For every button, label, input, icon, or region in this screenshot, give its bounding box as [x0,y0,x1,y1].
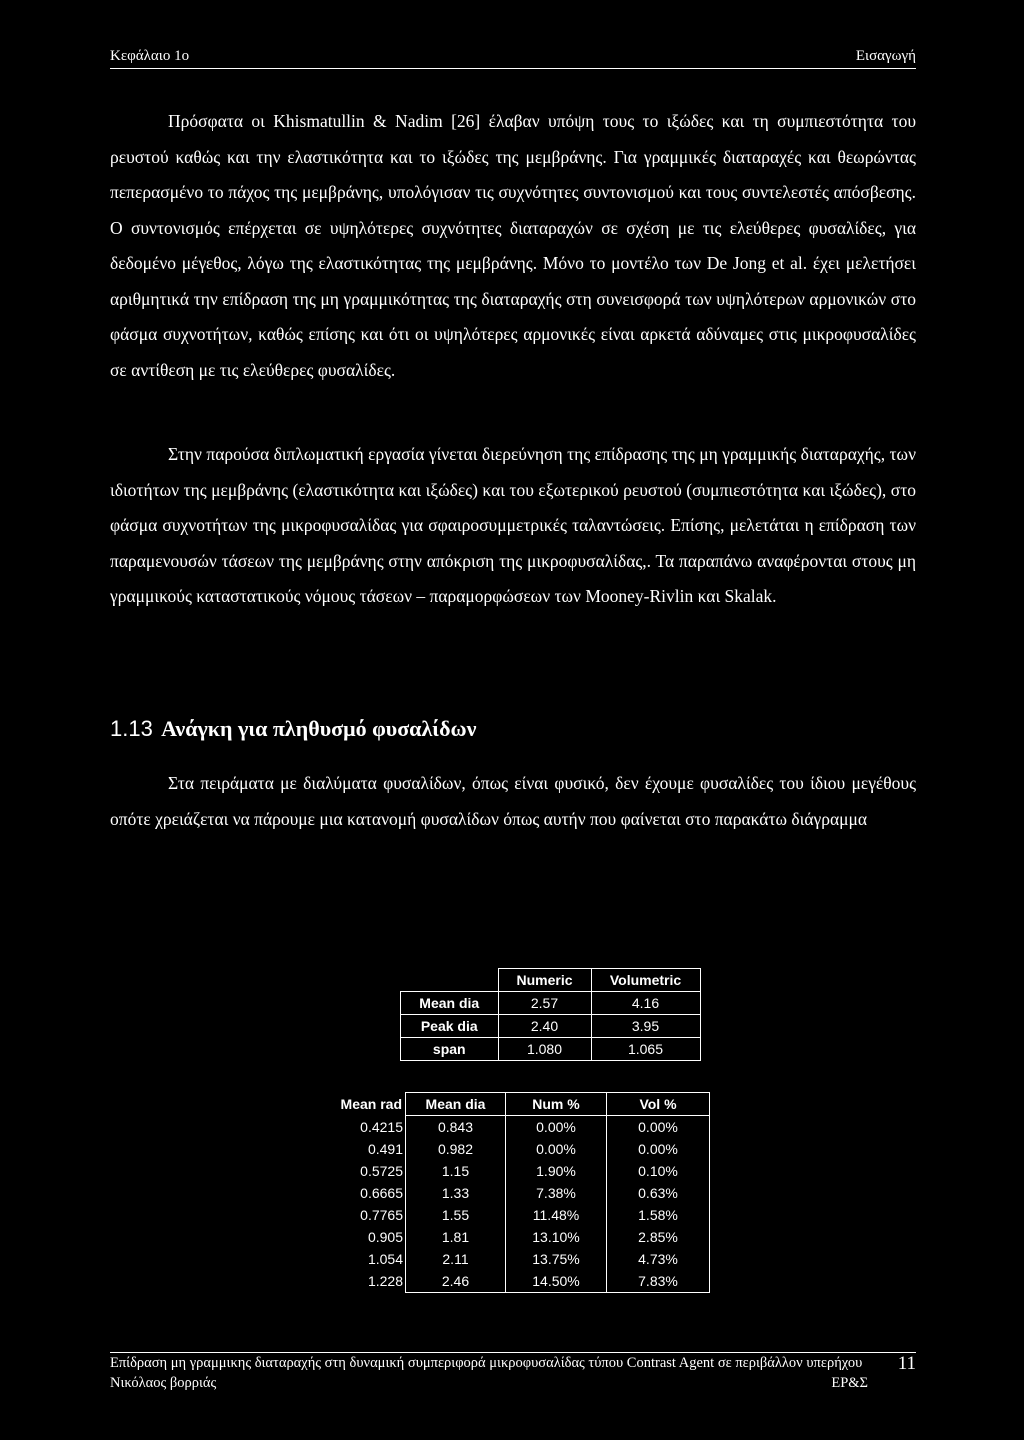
table-cell: 1.054 [318,1248,406,1270]
table-cell: 0.5725 [318,1160,406,1182]
distribution-table [318,1092,710,1293]
table-cell: 1.228 [318,1270,406,1293]
table-header-cell: Mean rad [340,1096,402,1112]
page-number: 11 [897,1353,916,1374]
table-cell: 11.48% [506,1204,607,1226]
table-cell: 0.4215 [318,1116,406,1139]
table-cell: 1.90% [506,1160,607,1182]
table-row [318,1226,710,1248]
table-cell: 1.065 [591,1038,700,1061]
table-cell: 3.95 [591,1015,700,1038]
row-label: span [401,1038,499,1061]
table-header-cell: Vol % [607,1093,710,1116]
table-cell: 1.080 [498,1038,591,1061]
table-cell: 2.46 [406,1270,506,1293]
table-cell: 7.38% [506,1182,607,1204]
table-cell: 13.75% [506,1248,607,1270]
table-row [401,1015,701,1038]
table-cell: 0.491 [318,1138,406,1160]
table-cell: 4.73% [607,1248,710,1270]
table-row [318,1182,710,1204]
table-row [318,1204,710,1226]
table-row [401,1038,701,1061]
table-cell: 0.6665 [318,1182,406,1204]
row-label: Mean dia [401,992,499,1015]
table-row [318,1270,710,1293]
paragraph-1: Πρόσφατα οι Khismatullin & Nadim [26] έλαβαν υπόψη τους το ιξώδες και τη συμπιεστότητα του ρευστού καθώς και την ελαστικότητα και το ιξώδες της μεμβράνης. Για γραμμικές διαταραχές και θεωρώντας πεπερασμένο το πάχος της μεμβράνης, υπολόγισαν τις συχνότητες συντονισμού και τους συντελεστές απόσβεσης. Ο συντονισμός επέρχεται σε υψηλότερες συχνότητες διαταραχών σε σχέση με τις ελεύθερες φυσαλίδες, για δεδομένο μέγεθος, λόγω της ελαστικότητας της μεμβράνης. Μόνο το μοντέλο των De Jong et al. έχει μελετήσει αριθμητικά την επίδραση της μη γραμμικότητας της διαταραχής στη συνεισφορά των υψηλότερων αρμονικών στο φάσμα συχνοτήτων, καθώς επίσης και ότι οι υψηλότερες αρμονικές είναι αρκετά αδύναμες στις μικροφυσαλίδες σε αντίθεση με τις ελεύθερες φυσαλίδες. [110,111,916,380]
table-cell: 0.905 [318,1226,406,1248]
table-cell: 1.58% [607,1204,710,1226]
table-cell: 0.00% [506,1138,607,1160]
table-row [318,1138,710,1160]
table-cell: 2.40 [498,1015,591,1038]
chapter-label: Κεφάλαιο 1ο [110,48,190,64]
table-cell: 0.00% [607,1138,710,1160]
table-cell: 0.10% [607,1160,710,1182]
table-cell: 1.55 [406,1204,506,1226]
table-cell: 0.843 [406,1116,506,1139]
table-row [318,1160,710,1182]
table-cell: 0.00% [607,1116,710,1139]
table-cell: 4.16 [591,992,700,1015]
table-cell: 2.57 [498,992,591,1015]
table-cell: 2.85% [607,1226,710,1248]
table-cell: 0.7765 [318,1204,406,1226]
table-header-cell: Num % [506,1093,607,1116]
table-cell: 1.81 [406,1226,506,1248]
table-row [318,1248,710,1270]
section-heading [110,716,476,742]
footer-thesis-title: Επίδραση μη γραμμικης διαταραχής στη δυναμική συμπεριφορά μικροφυσαλίδας τύπου Contrast Agent σε περιβάλλον υπερήχου [110,1355,863,1371]
table-cell: 1.15 [406,1160,506,1182]
summary-table [400,968,701,1061]
paragraph-3: Στα πειράματα με διαλύματα φυσαλίδων, όπως είναι φυσικό, δεν έχουμε φυσαλίδες του ίδιου μεγέθους οπότε χρειάζεται να πάρουμε μια κατανομή φυσαλίδων όπως αυτήν που φαίνεται στο παρακάτω διάγραμμα [110,773,916,829]
table-header-cell: Mean dia [406,1093,506,1116]
table-cell: 0.982 [406,1138,506,1160]
paragraph-2: Στην παρούσα διπλωματική εργασία γίνεται διερεύνηση της επίδρασης της μη γραμμικής διαταραχής, των ιδιοτήτων της μεμβράνης (ελαστικότητα και ιξώδες) και του εξωτερικού ρευστού (συμπιεστότητα και ιξώδες), στο φάσμα συχνοτήτων της μικροφυσαλίδας για σφαιροσυμμετρικές ταλαντώσεις. Επίσης, μελετάται η επίδραση των παραμενουσών τάσεων της μεμβράνης στην απόκριση της μικροφυσαλίδας,. Τα παραπάνω αναφέρονται στους μη γραμμικούς καταστατικούς νόμους τάσεων – παραμορφώσεων των Mooney-Rivlin και Skalak. [110,444,916,606]
table-cell: 1.33 [406,1182,506,1204]
table-cell: 14.50% [506,1270,607,1293]
table-header-row [318,1093,710,1116]
table-corner [401,969,499,992]
table-header-row [401,969,701,992]
section-title: Ανάγκη για πληθυσμό φυσαλίδων [161,716,477,741]
page-footer [110,1352,916,1391]
table-cell: 13.10% [506,1226,607,1248]
table-cell: 0.00% [506,1116,607,1139]
footer-org: ΕΡ&Σ [831,1375,868,1391]
footer-author: Νικόλαος βορριάς [110,1375,217,1391]
section-label: Εισαγωγή [855,48,916,64]
table-row [401,992,701,1015]
table-header-cell: Volumetric [591,969,700,992]
table-cell: 2.11 [406,1248,506,1270]
table-cell: 0.63% [607,1182,710,1204]
section-number: 1.13 [110,716,153,741]
row-label: Peak dia [401,1015,499,1038]
table-row [318,1116,710,1139]
table-header-cell: Numeric [498,969,591,992]
page-header [110,44,916,69]
table-cell: 7.83% [607,1270,710,1293]
